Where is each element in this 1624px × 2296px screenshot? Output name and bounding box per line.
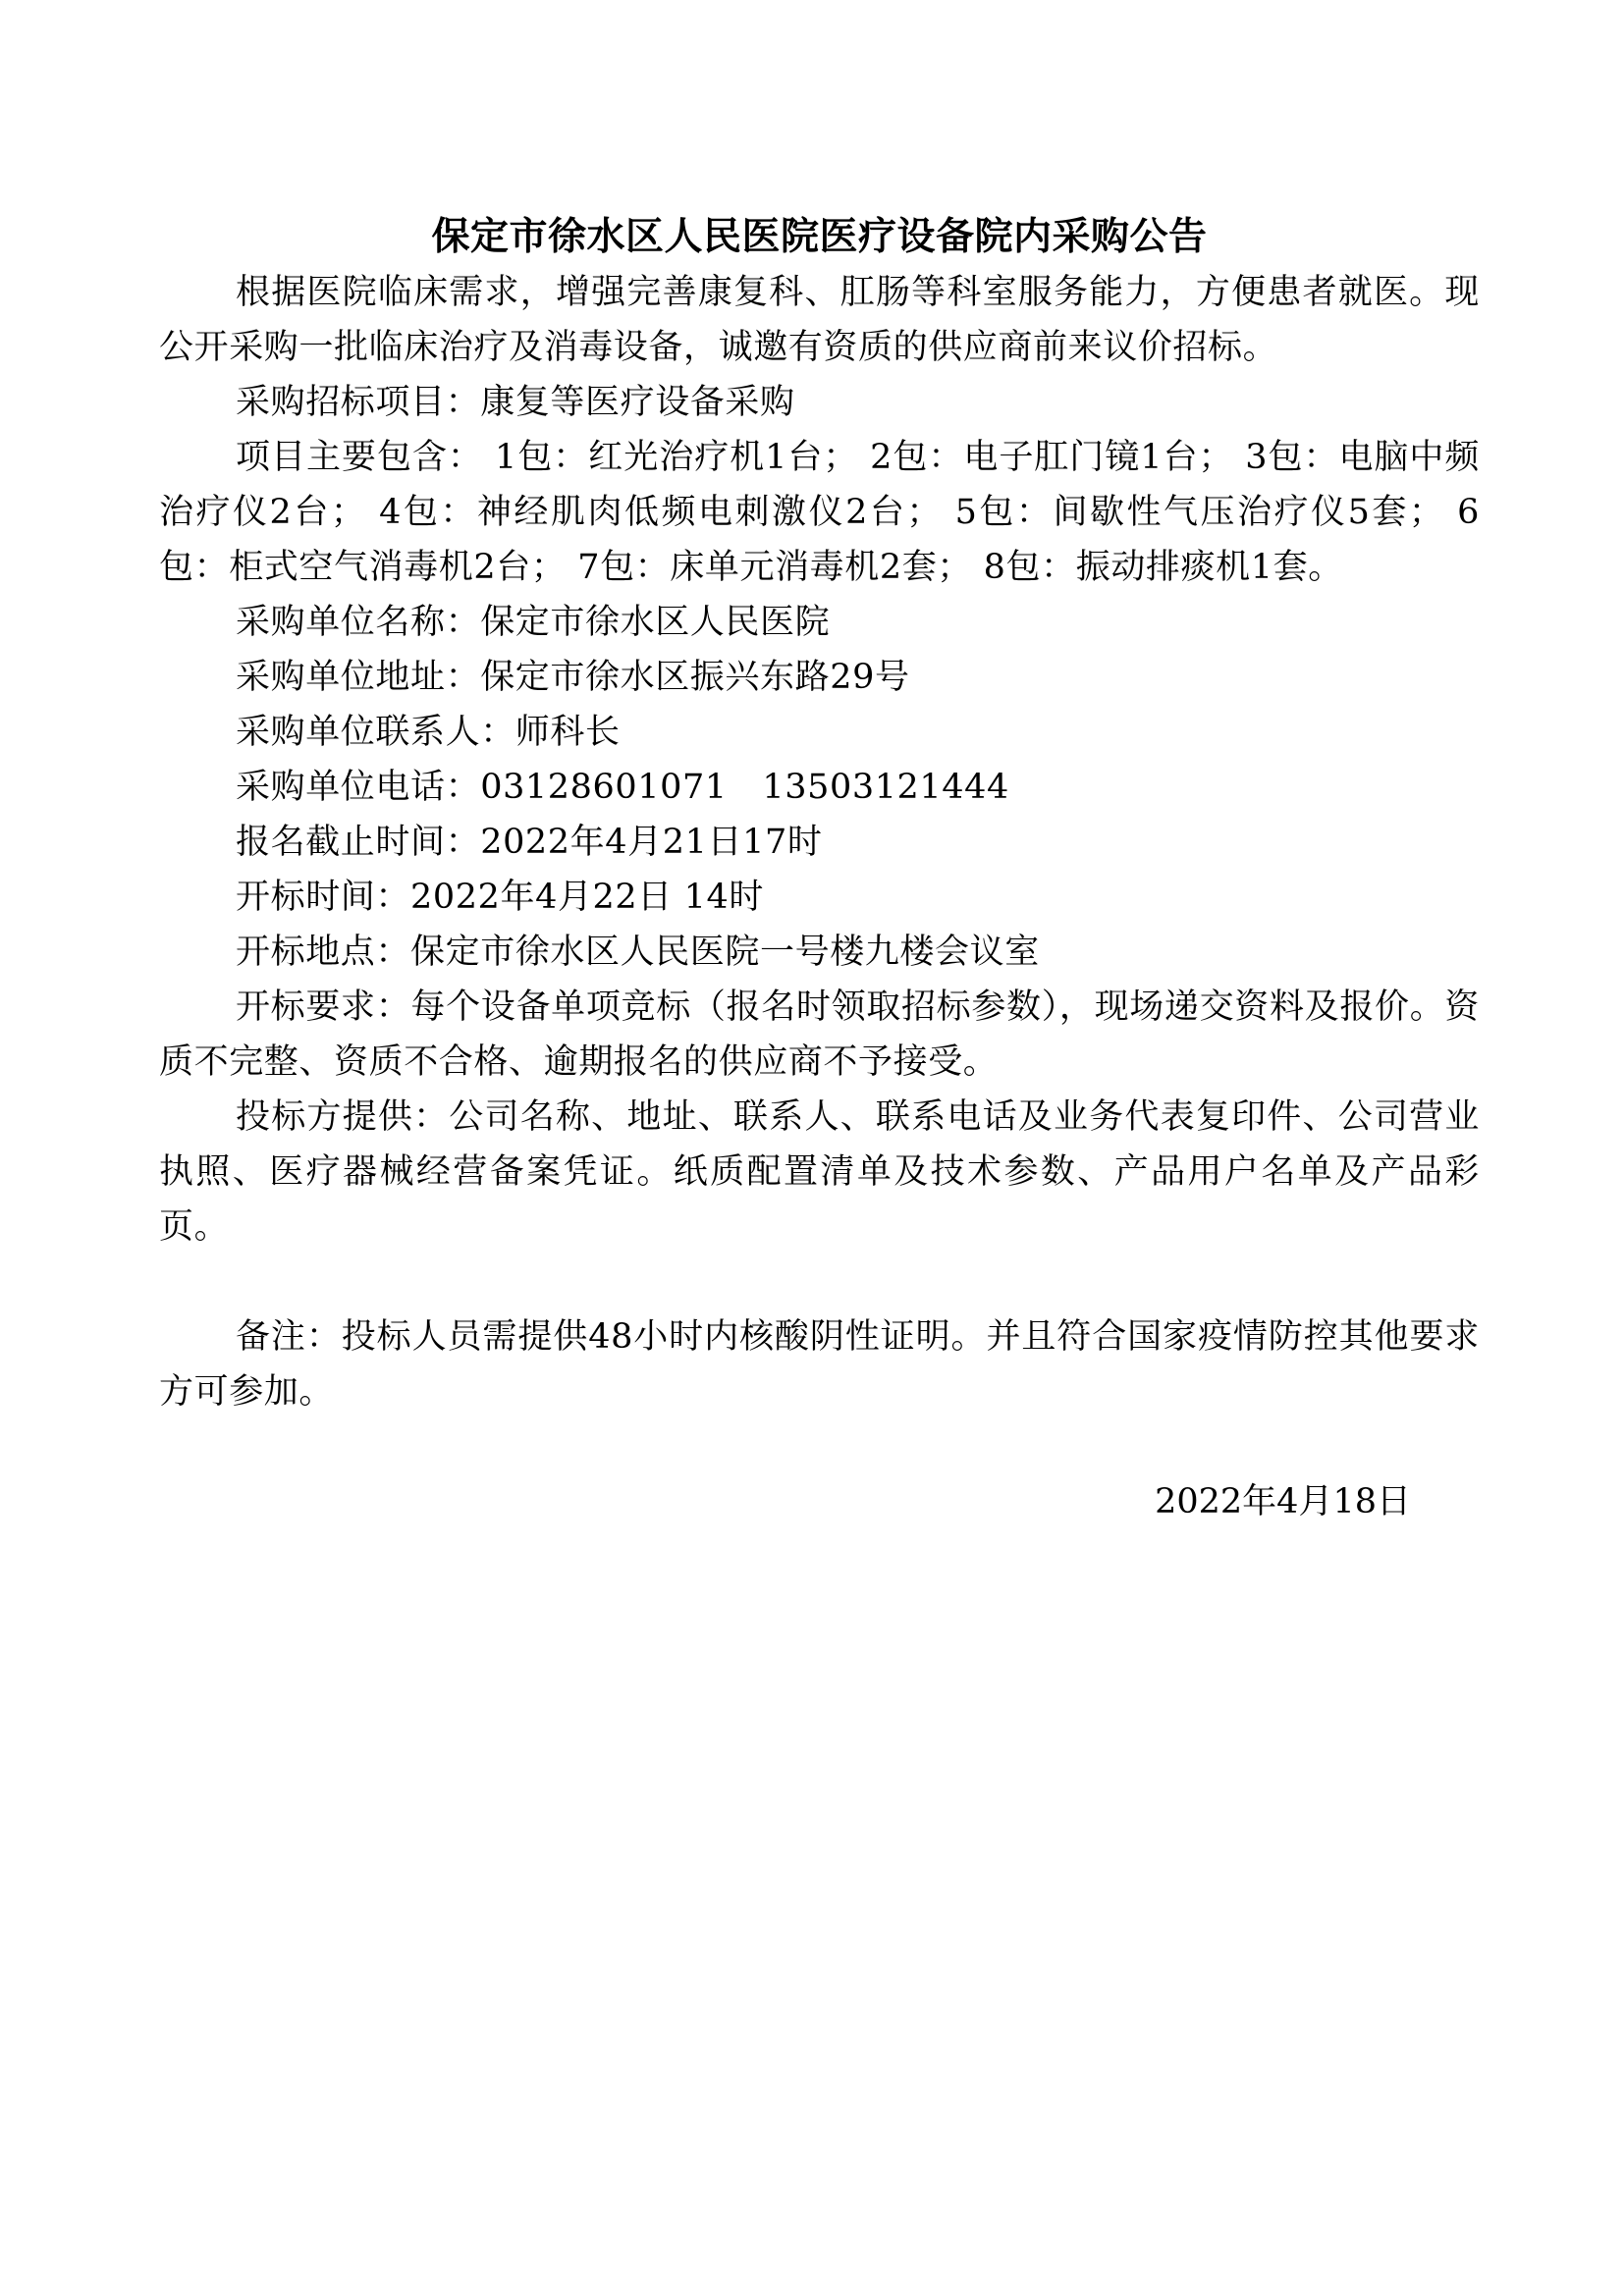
intro-paragraph: 根据医院临床需求，增强完善康复科、肛肠等科室服务能力，方便患者就医。现公开采购一批临床治疗及消毒设备，诚邀有资质的供应商前来议价招标。 — [159, 273, 1480, 367]
issue-date: 2022年4月18日 — [1155, 1482, 1411, 1522]
purchaser-address: 采购单位地址：保定市徐水区振兴东路29号 — [236, 658, 910, 697]
purchaser-name: 采购单位名称：保定市徐水区人民医院 — [236, 603, 831, 642]
bid-requirements: 开标要求：每个设备单项竞标（报名时领取招标参数），现场递交资料及报价。资质不完整、资质不合格、逾期报名的供应商不予接受。 — [159, 988, 1480, 1082]
note-paragraph: 备注：投标人员需提供48小时内核酸阴性证明。并且符合国家疫情防控其他要求方可参加。 — [159, 1317, 1480, 1412]
document-title: 保定市徐水区人民医院医疗设备院内采购公告 — [431, 214, 1208, 259]
announcement-page — [159, 208, 1480, 1529]
project-name: 采购招标项目：康复等医疗设备采购 — [236, 383, 795, 422]
bid-opening-time: 开标时间：2022年4月22日 14时 — [236, 878, 764, 917]
paragraph-spacer — [159, 1255, 1480, 1309]
purchaser-contact: 采购单位联系人：师科长 — [236, 713, 621, 752]
bidder-documents: 投标方提供：公司名称、地址、联系人、联系电话及业务代表复印件、公司营业执照、医疗器械经营备案凭证。纸质配置清单及技术参数、产品用户名单及产品彩页。 — [159, 1097, 1480, 1247]
registration-deadline: 报名截止时间：2022年4月21日17时 — [236, 823, 823, 862]
purchaser-phone: 采购单位电话：03128601071 13503121444 — [236, 768, 1009, 807]
project-packages: 项目主要包含： 1包：红光治疗机1台； 2包：电子肛门镜1台； 3包：电脑中频治疗仪2台； 4包：神经肌肉低频电刺激仪2台； 5包：间歇性气压治疗仪5套； 6包：柜式空气消毒机2台； 7包：床单元消毒机2套； 8包：振动排痰机1套。 — [159, 438, 1480, 587]
bid-opening-location: 开标地点：保定市徐水区人民医院一号楼九楼会议室 — [236, 933, 1040, 972]
